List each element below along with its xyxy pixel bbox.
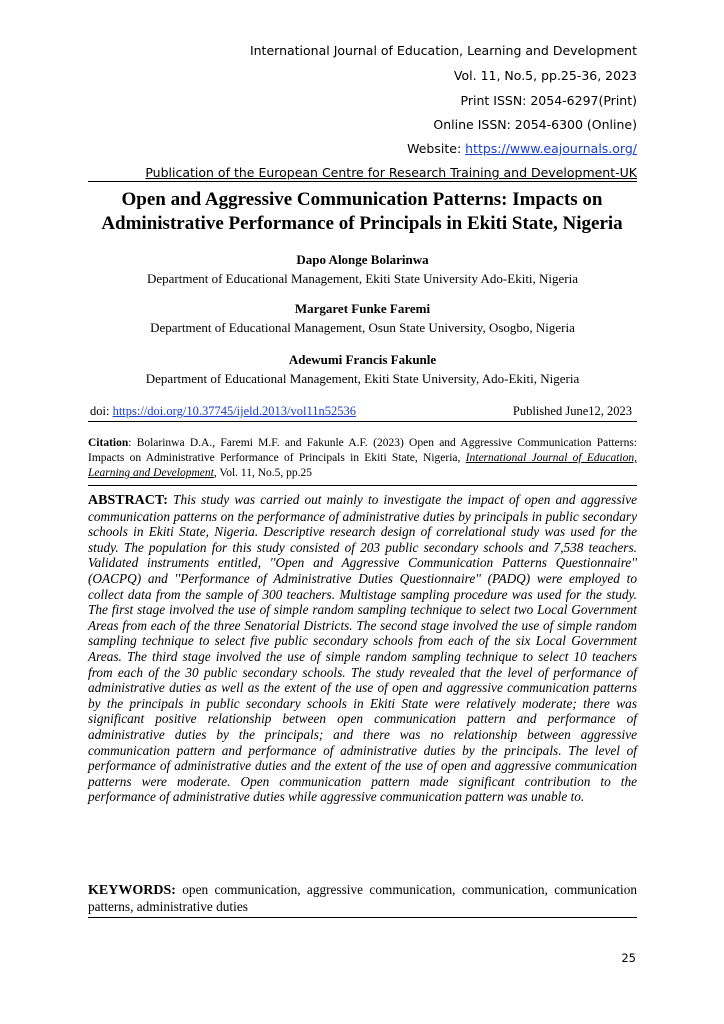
citation-rule [88,485,637,486]
doi-label: doi: [90,404,113,418]
author-affiliation: Department of Educational Management, Ekiti State University, Ado-Ekiti, Nigeria [145,371,580,386]
journal-volume: Vol. 11, No.5, pp.25-36, 2023 [453,68,637,83]
author-name: Adewumi Francis Fakunle [288,352,437,367]
abstract [88,492,637,805]
journal-name: International Journal of Education, Learning and Development [249,43,637,58]
citation-text: : Bolarinwa D.A., Faremi M.F. and Fakunle A.F. (2023) Open and Aggressive Communication Patterns: Impacts on Administrative Performance of Principals in Ekiti State, Nigeria, [88,437,637,464]
print-issn: Print ISSN: 2054-6297(Print) [460,93,637,108]
author-block [88,352,637,387]
doi [90,404,356,419]
citation [88,436,637,481]
author-affiliation: Department of Educational Management, Osun State University, Osogbo, Nigeria [150,320,575,335]
citation-journal: International Journal of Education, Learning and Development [88,452,637,479]
keywords-rule [88,917,637,918]
citation-label: Citation [88,437,129,449]
keywords [88,882,637,915]
abstract-label: ABSTRACT: [88,493,168,508]
author-block [88,301,637,336]
title-line-1: Open and Aggressive Communication Patterns: Impacts on [121,189,603,210]
doi-row [90,404,632,419]
page-number: 25 [621,951,636,965]
publisher-line [88,165,637,180]
author-name: Dapo Alonge Bolarinwa [296,252,429,267]
paper-title [80,188,644,236]
website-line [407,141,637,156]
abstract-text: This study was carried out mainly to investigate the impact of open and aggressive communication patterns on the performance of administrative duties by principals in public secondary schools in Ekiti State, Nigeria. Descriptive research design of correlational study was used for the study. The population for this study consisted of 203 public secondary schools and 7,538 teachers. Validated instruments entitled, ''Open and Aggressive Communication Patterns Questionnaire'' (OACPQ) and ''Performance of Administrative Duties Questionnaire'' (PADQ) were employed to collect data from the sample of 300 teachers. Multistage sampling procedure was used for the study. The first stage involved the use of simple random sampling technique to select two Local Government Areas from each of the three Senatorial Districts. The second stage involved the use of simple random sampling technique to select five public secondary schools from each of the six Local Government Areas. The third stage involved the use of simple random sampling technique to select 10 teachers from each of the 30 public secondary schools. The study revealed that the level of performance of administrative duties as well as the extent of the use of open and aggressive communication patterns by the principals in public secondary schools in Ekiti State were relatively moderate; there was significant positive relationship between open communication pattern and performance of administrative duties by the principals; and there was no relationship between aggressive communication pattern and performance of administrative duties by the principals. The level of performance of administrative duties and the extent of the use of open and aggressive communication patterns were moderate. Open communication pattern made significant contribution to the performance of administrative duties while aggressive communication pattern was unable to. [88,492,638,805]
published-date: Published June12, 2023 [512,404,632,418]
header-rule [88,181,637,182]
doi-link[interactable]: https://doi.org/10.37745/ijeld.2013/vol11n52536 [112,404,356,418]
keywords-label: KEYWORDS: [88,883,176,898]
online-issn: Online ISSN: 2054-6300 (Online) [433,117,637,132]
author-block [88,252,637,287]
title-line-2: Administrative Performance of Principals in Ekiti State, Nigeria [101,213,623,234]
website-link[interactable]: https://www.eajournals.org/ [465,141,637,156]
doi-rule [88,421,637,422]
author-name: Margaret Funke Faremi [294,301,431,316]
keywords-text: open communication, aggressive communication, communication, communication patterns, administrative duties [88,882,637,914]
citation-tail: , Vol. 11, No.5, pp.25 [213,467,313,479]
website-label: Website: [407,141,466,156]
publisher-text: Publication of the European Centre for Research Training and Development-UK [145,165,637,180]
author-affiliation: Department of Educational Management, Ekiti State University Ado-Ekiti, Nigeria [146,271,579,286]
